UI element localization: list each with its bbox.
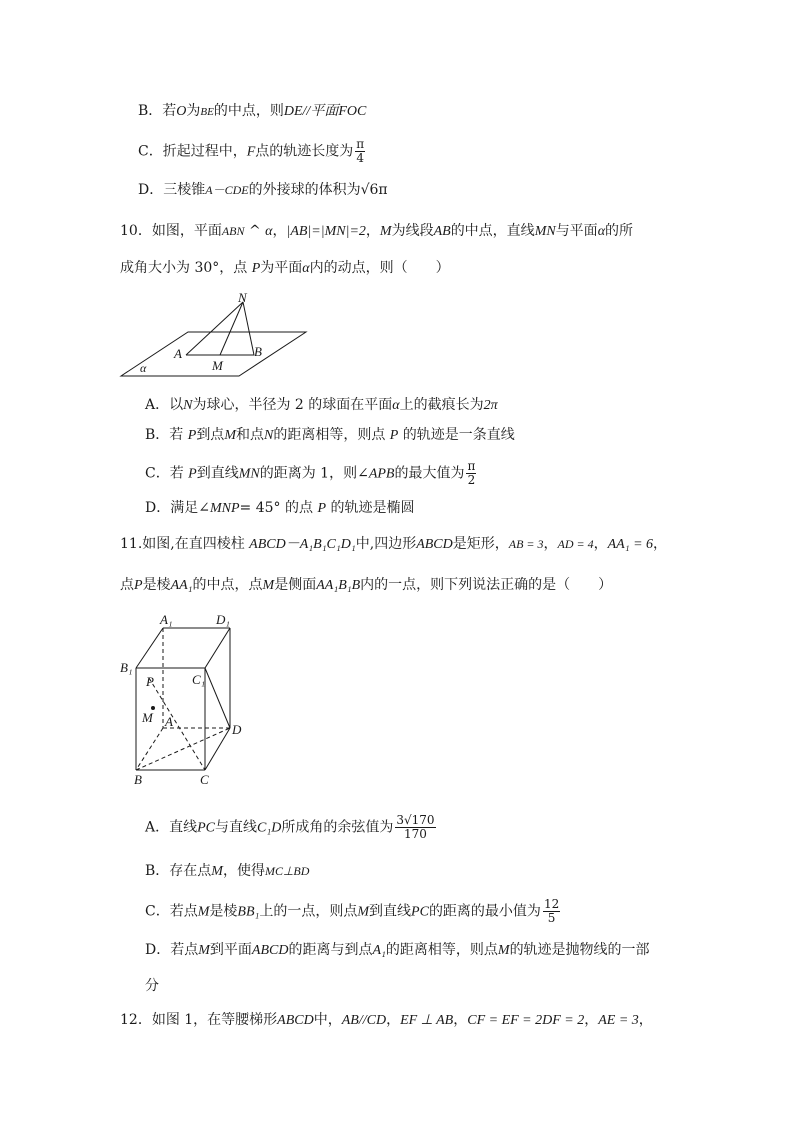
q11-figure [118,608,253,788]
q11-option-a: A．直线PC与直线C₁D所成角的余弦值为 $\frac{3√170}{170}$ [145,813,435,841]
q11-option-d-continued: 分 [145,978,159,994]
fraction: $\frac{3√170}{170}$ [396,813,435,841]
label-b: B [134,772,142,787]
label-a: A [174,346,182,361]
label-p: P [146,674,154,689]
label-alpha: α [140,361,147,375]
q11-option-c: C．若点M是棱BB₁上的一点，则点M到直线PC的距离的最小值为 $\frac{12}{5}$ [145,897,560,925]
label-m: M [212,358,223,373]
q10-option-a: A．以N为球心，半径为 2 的球面在平面α上的截痕长为2π [145,397,498,413]
q11-stem-line1: 11.如图,在直四棱柱 ABCD－A₁B₁C₁D₁中,四边形ABCD是矩形，AB = 3，AD = 4，AA₁ = 6， [120,536,668,552]
label-n: N [238,290,247,305]
q9-option-d: D．三棱锥A－CDE的外接球的体积为√6π [138,182,388,198]
label-c: C [200,772,209,787]
q10-stem-line1: 10．如图，平面ABN ^ α，|AB|=|MN|=2，M为线段AB的中点，直线MN与平面α的所 [120,223,634,239]
segment-bn [243,302,254,355]
edge-cd [205,728,230,770]
q11-option-d: D．若点M到平面ABCD的距离与到点A₁的距离相等，则点M的轨迹是抛物线的一部 [145,942,650,958]
segment-c1d [205,668,230,728]
fraction: $\frac{12}{5}$ [543,897,560,925]
q10-stem-line2: 成角大小为 30°，点 P为平面α内的动点，则（ ） [120,260,450,276]
label-m: M [142,710,153,725]
segment-an [186,302,243,355]
label-c1: C₁ [192,672,206,687]
segment-pc [149,678,205,770]
edge-a1b1 [136,628,163,668]
edge-d1c1 [205,628,230,668]
q11-stem-line2: 点P是棱AA₁的中点，点M是侧面AA₁B₁B内的一点，则下列说法正确的是（ ） [120,577,613,593]
label-a1: A₁ [160,612,173,627]
label-d1: D₁ [216,612,230,627]
q10-option-b: B．若 P到点M和点N的距离相等，则点 P 的轨迹是一条直线 [145,427,515,443]
label-b1: B₁ [120,660,133,675]
q9-option-b: B．若O为BE的中点，则DE//平面FOC [138,103,367,119]
fraction: $\frac{\pi}{4}$ [356,137,365,165]
q11-option-b: B．存在点M，使得MC⊥BD [145,863,310,879]
label-d: D [232,722,242,737]
q9-option-c: C．折起过程中，F点的轨迹长度为 $\frac{\pi}{4}$ [138,137,365,165]
q10-figure [118,290,313,380]
q12-stem: 12．如图 1，在等腰梯形ABCD中，AB//CD，EF ⊥ AB，CF = EF = 2DF = 2，AE = 3， [120,1012,653,1028]
fraction: $\frac{\pi}{2}$ [467,459,476,487]
q10-option-c: C．若 P到直线MN的距离为 1，则∠APB的最大值为 $\frac{\pi}{2}$ [145,459,476,487]
label-a: A [165,714,173,729]
label-b: B [254,344,262,359]
segment-mn [220,302,243,355]
q10-option-d: D．满足∠MNP= 45° 的点 P 的轨迹是椭圆 [145,500,415,516]
